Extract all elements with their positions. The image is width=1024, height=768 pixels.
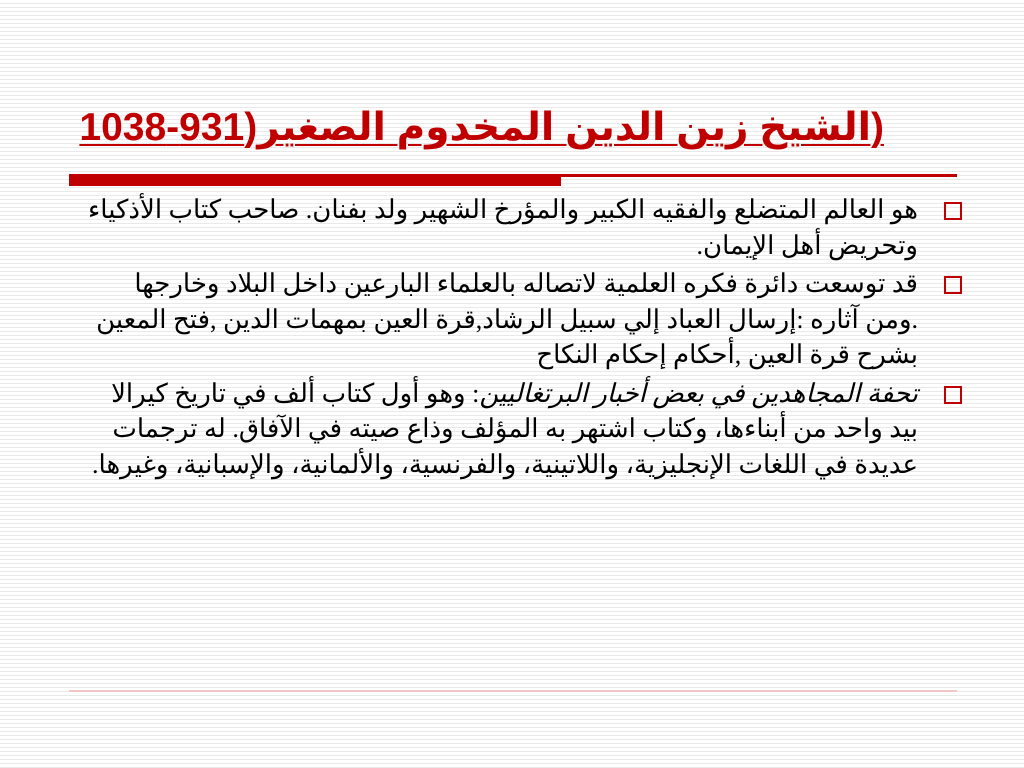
- bullet-text-rest: : وهو أول كتاب ألف في تاريخ كيرالا بيد واحد من أبناءها، وكتاب اشتهر به المؤلف وذاع صيته في الآفاق. له ترجمات عديدة في اللغات الإنجليزية، واللاتينية، والفرنسية، والألمانية، والإسبانية، وغيرها.: [92, 378, 918, 479]
- bullet-item-1: [78, 192, 966, 263]
- hollow-square-icon: [944, 202, 962, 220]
- footer-rule: [69, 690, 957, 692]
- hollow-square-icon: [944, 386, 962, 404]
- bullet-text: هو العالم المتضلع والفقيه الكبير والمؤرخ الشهير ولد بفنان. صاحب كتاب الأذكياء وتحريض أهل الإيمان.: [88, 195, 918, 260]
- bullet-item-3: [78, 376, 966, 483]
- book-title: تحفة المجاهدين في بعض أخبار البرتغاليين: [479, 378, 918, 408]
- bullet-text: قد توسعت دائرة فكره العلمية لاتصاله بالعلماء البارعين داخل البلاد وخارجها .ومن آثاره :إرسال العباد إلي سبيل الرشاد,قرة العين بمهمات الدين ,فتح المعين بشرح قرة العين ,أحكام إحكام النكاح: [96, 269, 918, 369]
- title-accent-bar: [69, 175, 561, 186]
- bullet-text: [78, 376, 918, 483]
- bullet-list: [78, 192, 966, 485]
- slide-title: (الشيخ زين الدين المخدوم الصغير(931-1038: [79, 106, 884, 149]
- bullet-item-2: [78, 266, 966, 373]
- hollow-square-icon: [944, 276, 962, 294]
